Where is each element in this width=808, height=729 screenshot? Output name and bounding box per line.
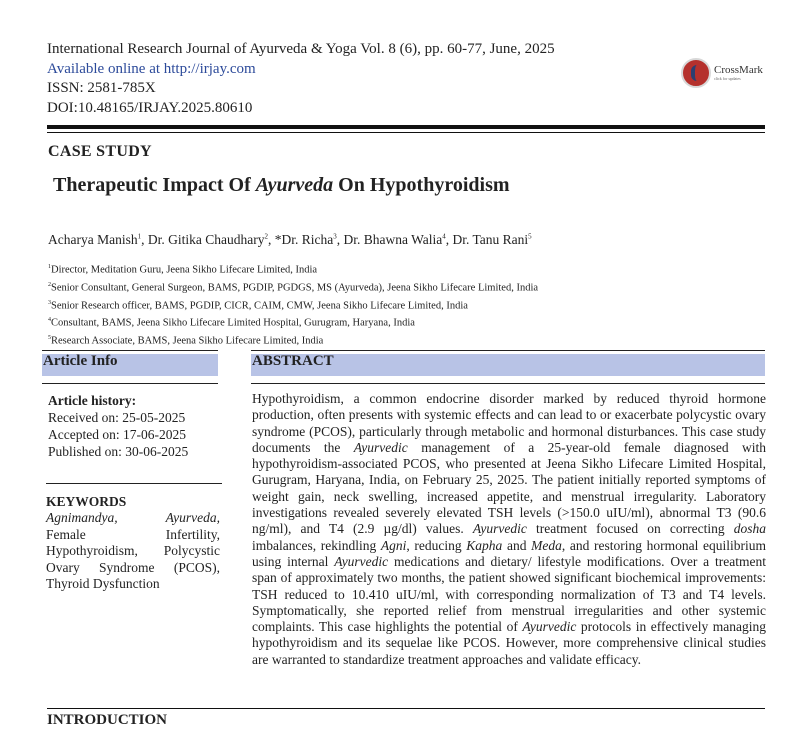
author-sup: 4 — [442, 232, 446, 241]
abstract-top-rule — [251, 350, 765, 351]
affiliation-sup: 1 — [48, 264, 51, 270]
crossmark-label: CrossMark — [714, 63, 763, 76]
affiliation — [48, 313, 538, 331]
keywords-italic: Agnimandya, Ayurveda, — [46, 510, 220, 525]
section-rule — [47, 708, 765, 709]
abstract-text: protocols in effectively managing hypothyroidism and its sequelae like PCOS. However, more comprehensive clinical studies are warranted to standardize treatment approaches and validate efficacy. — [252, 619, 766, 667]
abstract-text: treatment focused on correcting — [526, 521, 734, 537]
author-name: Dr. Tanu Rani — [452, 232, 529, 247]
author-name: Dr. Gitika Chaudhary — [147, 232, 265, 247]
affiliation-text: Senior Consultant, General Surgeon, BAMS, PGDIP, PGDGS, MS (Ayurveda), Jeena Sikho Lifecare Limited, India — [51, 282, 539, 294]
abstract-heading: ABSTRACT — [252, 353, 334, 369]
abstract-text: management of a 25-year-old female diagnosed with hypothyroidism-associated PCOS, who presented at Jeena Sikho Lifecare Limited Hospital, Gurugram, Haryana, India, on February 25, 2025. The patient initially reported symptoms of weight gain, neck swelling, increased appetite, and menstrual irregularity. Laboratory investigations revealed severely elevated TSH levels (>150.0 uIU/ml), abnormal T3 (90.6 ng/ml), and T4 (2.9 µg/dl) values. — [252, 439, 766, 537]
issn: ISSN: 2581-785X — [47, 80, 156, 96]
affiliation-text: Research Associate, BAMS, Jeena Sikho Lifecare Limited, India — [51, 335, 324, 347]
keywords-rule — [46, 483, 222, 484]
title-prefix: Therapeutic Impact Of — [53, 174, 256, 196]
affiliation — [48, 278, 538, 296]
abstract-text: medications and dietary/ lifestyle modifications. Over a treatment span of approximately two months, the patient showed significant biochemical improvements: TSH reduced to 10.410 uIU/ml, with corresponding normalization of T3 and T4 levels. Symptomatically, she reported relief from menstrual irregularities and other systemic complaints. This case highlights the potential of — [252, 553, 766, 635]
affiliation — [48, 331, 538, 349]
crossmark-sub: click for updates — [714, 75, 741, 81]
abstract-italic-term: Ayurvedic — [522, 619, 577, 635]
affiliation-text: Consultant, BAMS, Jeena Sikho Lifecare Limited Hospital, Gurugram, Haryana, India — [51, 317, 415, 329]
article-info-top-rule — [42, 350, 218, 351]
affiliation-list — [48, 260, 538, 349]
author-list — [48, 232, 532, 248]
doi: DOI:10.48165/IRJAY.2025.80610 — [47, 99, 253, 116]
author-sep: , — [445, 232, 453, 247]
published-date: Published on: 30-06-2025 — [48, 444, 189, 459]
header-rule-thin — [47, 132, 765, 133]
abstract-body — [252, 391, 766, 668]
keywords-list — [46, 510, 220, 593]
abstract-italic-term: Meda — [531, 537, 562, 553]
abstract-italic-term: Kapha — [466, 537, 503, 553]
header-rule-thick — [47, 125, 765, 129]
affiliation-sup: 5 — [48, 335, 51, 342]
abstract-text: imbalances, rekindling — [252, 537, 381, 553]
article-title — [53, 174, 510, 197]
author-name: Dr. Bhawna Walia — [343, 232, 443, 247]
abstract-italic-term: Agni — [380, 537, 407, 553]
abstract-italic-term: Ayurvedic — [472, 521, 527, 537]
history-label: Article history: — [48, 393, 137, 408]
accepted-date: Accepted on: 17-06-2025 — [48, 427, 186, 442]
author-sep: , — [141, 232, 148, 247]
affiliation — [48, 296, 538, 314]
journal-header — [47, 40, 555, 118]
introduction-heading: INTRODUCTION — [47, 712, 168, 728]
abstract-text: , and restoring hormonal equilibrium using internal — [252, 537, 767, 569]
author-sep: , — [336, 232, 344, 247]
article-type: CASE STUDY — [48, 143, 152, 160]
received-date: Received on: 25-05-2025 — [48, 410, 186, 425]
article-history — [48, 392, 188, 460]
title-italic: Ayurveda — [255, 174, 334, 196]
affiliation-text: Senior Research officer, BAMS, PGDIP, CICR, CAIM, CMW, Jeena Sikho Lifecare Limited, India — [51, 300, 468, 312]
abstract-text: , reducing — [406, 537, 467, 553]
author-name: *Dr. Richa — [274, 232, 334, 247]
crossmark-icon — [681, 58, 711, 88]
author-sup: 1 — [137, 232, 142, 241]
abstract-italic-term: dosha — [733, 521, 766, 537]
affiliation-sup: 3 — [48, 299, 51, 306]
abstract-bottom-rule — [251, 383, 765, 384]
keywords-rest: Female Infertility, Hypothyroidism, Polycystic Ovary Syndrome (PCOS), Thyroid Dysfunction — [46, 526, 220, 591]
journal-link[interactable]: Available online at http://irjay.com — [47, 60, 256, 77]
affiliation-text: Director, Meditation Guru, Jeena Sikho Lifecare Limited, India — [51, 264, 318, 276]
title-suffix: On Hypothyroidism — [333, 174, 510, 196]
keywords-heading: KEYWORDS — [46, 494, 127, 509]
author-sup: 3 — [333, 232, 337, 241]
abstract-italic-term: Ayurvedic — [334, 553, 389, 569]
abstract-italic-term: Ayurvedic — [353, 439, 408, 455]
abstract-text: Hypothyroidism, a common endocrine disorder marked by reduced thyroid hormone production, often presents with systemic effects and can lead to or exacerbate polycystic ovary syndrome (PCOS), particularly through metabolic and hormonal disturbances. This case study documents the — [252, 391, 766, 455]
author-sep: , — [267, 232, 275, 247]
author-name: Acharya Manish — [48, 232, 138, 247]
affiliation — [48, 260, 538, 278]
affiliation-sup: 4 — [48, 317, 51, 324]
article-info-heading: Article Info — [43, 353, 118, 369]
author-sup: 2 — [264, 232, 268, 241]
journal-line: International Research Journal of Ayurveda & Yoga Vol. 8 (6), pp. 60-77, June, 2025 — [47, 41, 555, 57]
affiliation-sup: 2 — [48, 281, 51, 288]
article-info-bottom-rule — [42, 383, 218, 384]
author-sup: 5 — [528, 232, 532, 241]
abstract-text: and — [502, 537, 532, 553]
crossmark-badge[interactable] — [681, 58, 763, 88]
